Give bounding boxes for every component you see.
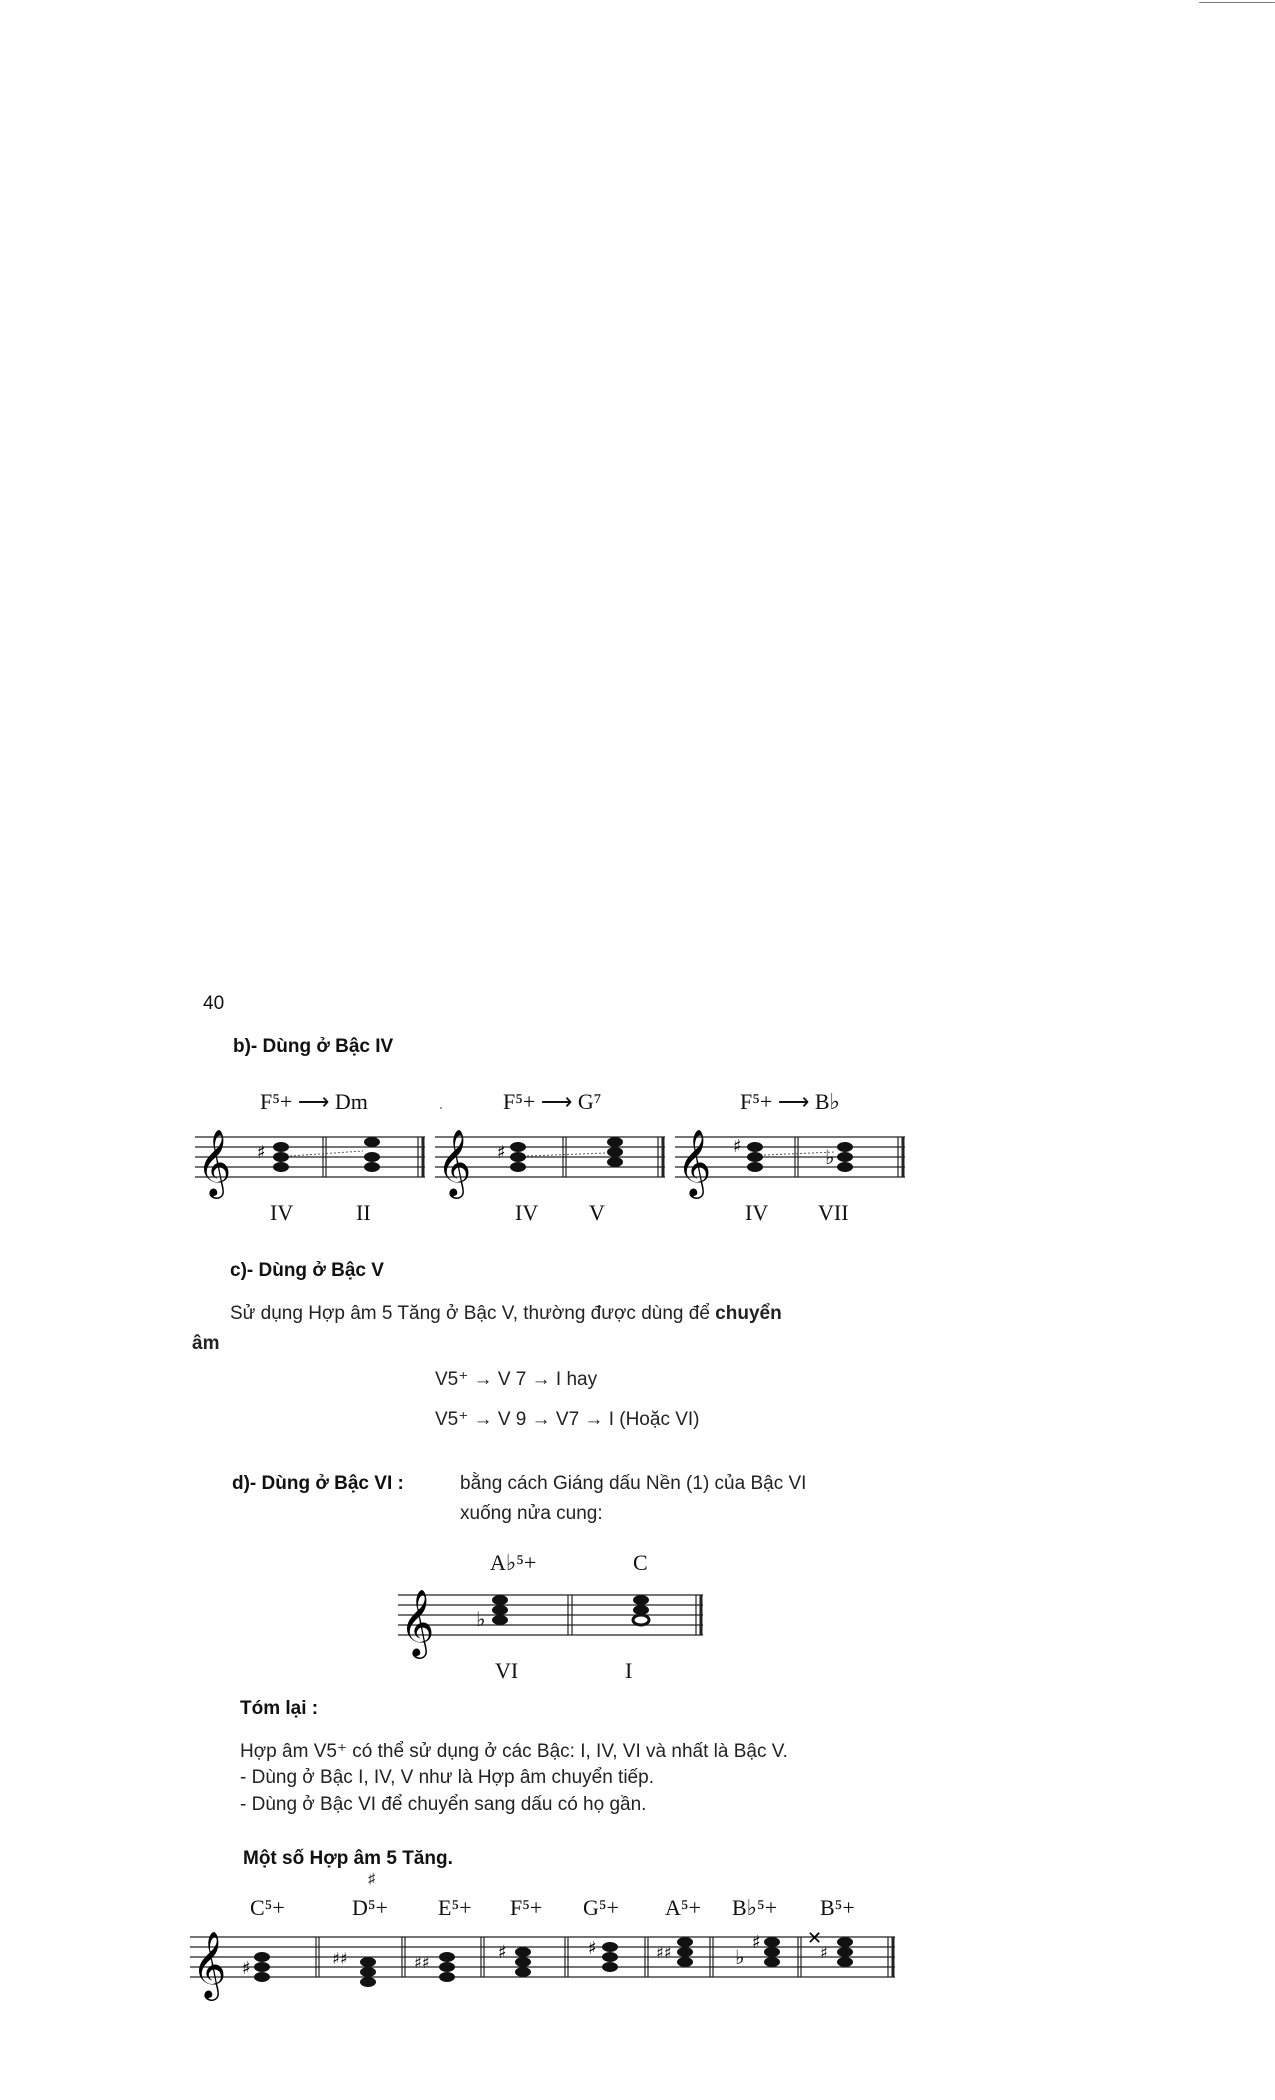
paragraph: xuống nửa cung: bbox=[460, 1503, 603, 1524]
sharp-mark: ♯ bbox=[368, 1870, 375, 1886]
svg-text:♯♯: ♯♯ bbox=[656, 1943, 672, 1962]
chord-label: D⁵+ bbox=[352, 1895, 388, 1920]
degree-label: VII bbox=[818, 1200, 849, 1225]
chord-label: A♭⁵+ bbox=[490, 1550, 537, 1575]
degree-label: VI bbox=[495, 1658, 519, 1683]
summary-heading: Tóm lại : bbox=[240, 1698, 319, 1719]
music-staff bbox=[435, 1120, 675, 1210]
svg-text:♯: ♯ bbox=[497, 1142, 506, 1163]
progression-line: V5⁺ → V 9 → V7 → I (Hoặc VI) bbox=[435, 1409, 700, 1430]
chord-label: C bbox=[633, 1550, 648, 1575]
scan-edge bbox=[1199, 2, 1275, 3]
svg-text:♯♯: ♯♯ bbox=[332, 1949, 348, 1968]
treble-clef-icon: 𝄞 bbox=[197, 1128, 232, 1196]
svg-text:♯: ♯ bbox=[498, 1942, 507, 1963]
section-d-heading: d)- Dùng ở Bậc VI : bbox=[232, 1473, 404, 1494]
chord-label: F⁵+ bbox=[510, 1895, 543, 1920]
chord-label: B♭⁵+ bbox=[732, 1895, 778, 1920]
treble-clef-icon: 𝄞 bbox=[437, 1128, 472, 1196]
chord-label: F⁵+ ⟶ G⁷ bbox=[503, 1089, 602, 1114]
svg-text:♯: ♯ bbox=[588, 1938, 597, 1959]
chord-label: A⁵+ bbox=[665, 1895, 701, 1920]
degree-label: I bbox=[625, 1658, 633, 1683]
paragraph-continuation: âm bbox=[192, 1333, 220, 1354]
treble-clef-icon: 𝄞 bbox=[677, 1128, 712, 1196]
summary-line: - Dùng ở Bậc I, IV, V như là Hợp âm chuyển tiếp. bbox=[240, 1767, 654, 1788]
section-b-heading: b)- Dùng ở Bậc IV bbox=[233, 1036, 394, 1057]
chord-label: E⁵+ bbox=[438, 1895, 472, 1920]
svg-text:♭: ♭ bbox=[825, 1145, 835, 1169]
treble-clef-icon: 𝄞 bbox=[400, 1588, 435, 1656]
degree-label: IV bbox=[515, 1200, 539, 1225]
degree-label: IV bbox=[270, 1200, 294, 1225]
summary-line: - Dùng ở Bậc VI để chuyển sang dấu có họ gần. bbox=[240, 1794, 647, 1815]
summary-line: Hợp âm V5⁺ có thể sử dụng ở các Bậc: I, IV, VI và nhất là Bậc V. bbox=[240, 1741, 788, 1762]
svg-text:♯: ♯ bbox=[242, 1958, 251, 1979]
scan-speck bbox=[440, 1107, 442, 1109]
music-staff bbox=[675, 1120, 915, 1210]
progression-line: V5⁺ → V 7 → I hay bbox=[435, 1369, 598, 1390]
paragraph: Sử dụng Hợp âm 5 Tăng ở Bậc V, thường được dùng để chuyển bbox=[230, 1303, 782, 1324]
chord-label: G⁵+ bbox=[583, 1895, 619, 1920]
svg-text:♯♯: ♯♯ bbox=[414, 1953, 430, 1972]
treble-clef-icon: 𝄞 bbox=[192, 1930, 227, 1998]
chord-label: F⁵+ ⟶ Dm bbox=[260, 1089, 368, 1114]
svg-text:♯: ♯ bbox=[733, 1136, 742, 1157]
svg-text:♭: ♭ bbox=[735, 1945, 745, 1969]
svg-text:♭: ♭ bbox=[476, 1607, 486, 1631]
music-staff bbox=[190, 1920, 900, 2010]
svg-text:✕: ✕ bbox=[807, 1928, 823, 1949]
paragraph: bằng cách Giáng dấu Nền (1) của Bậc VI bbox=[460, 1473, 807, 1494]
music-staff bbox=[398, 1578, 708, 1668]
section-c-heading: c)- Dùng ở Bậc V bbox=[230, 1260, 384, 1281]
degree-label: II bbox=[356, 1200, 371, 1225]
page-number: 40 bbox=[203, 993, 225, 1014]
music-staff bbox=[195, 1120, 435, 1210]
svg-text:♯: ♯ bbox=[820, 1943, 828, 1962]
chord-list-heading: Một số Hợp âm 5 Tăng. bbox=[243, 1848, 453, 1869]
svg-text:♯: ♯ bbox=[257, 1142, 266, 1163]
degree-label: IV bbox=[745, 1200, 769, 1225]
chord-label: B⁵+ bbox=[820, 1895, 855, 1920]
chord-label: F⁵+ ⟶ B♭ bbox=[740, 1089, 840, 1114]
svg-text:♯: ♯ bbox=[752, 1932, 761, 1953]
chord-label: C⁵+ bbox=[250, 1895, 285, 1920]
degree-label: V bbox=[589, 1200, 605, 1225]
